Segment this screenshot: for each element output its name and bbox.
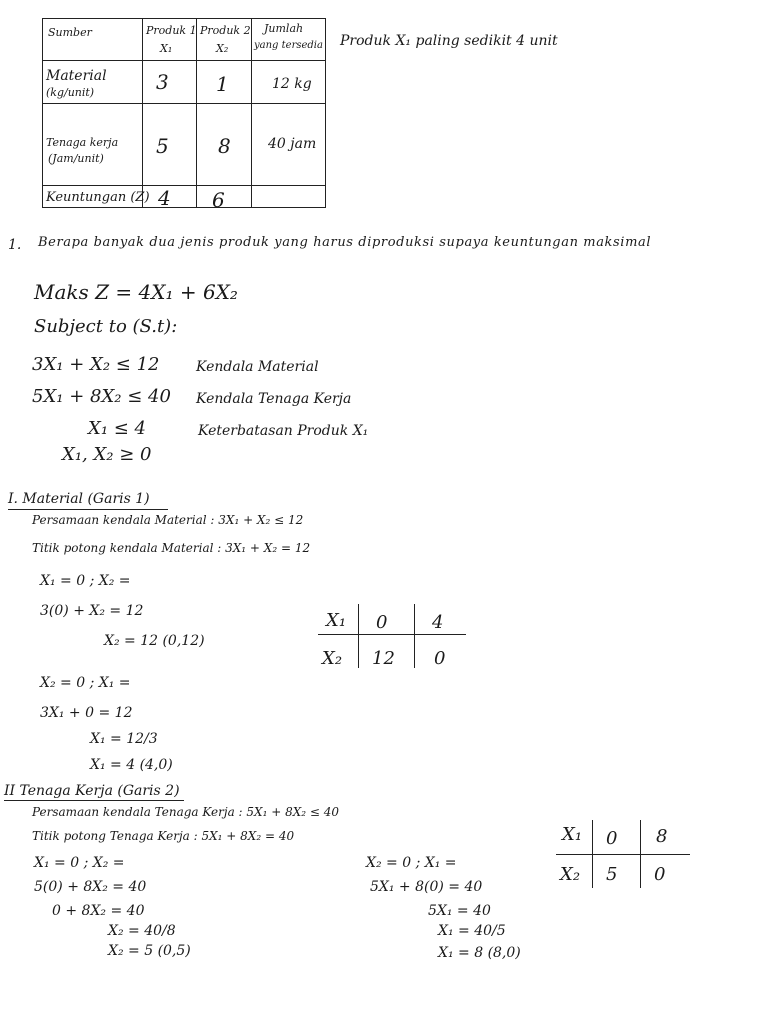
section1-line-6: X₂ = 0 ; X₁ = — [40, 675, 131, 691]
row-material-label: Material — [46, 68, 107, 84]
subject-to: Subject to (S.t): — [34, 316, 178, 337]
row-tenaga-label: Tenaga kerja — [46, 136, 119, 149]
row-material-x2: 1 — [216, 72, 229, 96]
header-produk1: Produk 1 — [146, 24, 197, 37]
header-sumber: Sumber — [48, 26, 92, 39]
section1-table-x2-b: 0 — [434, 648, 446, 669]
section2-line-2: Titik potong Tenaga Kerja : 5X₁ + 8X₂ = 40 — [32, 829, 295, 843]
row-tenaga-unit: (Jam/unit) — [48, 152, 104, 165]
section1-line-2: Titik potong kendala Material : 3X₁ + X₂ = 12 — [32, 541, 311, 555]
constraint-3: X₁ ≤ 4 — [88, 418, 147, 439]
section2-table-x1-a: 0 — [606, 828, 618, 849]
header-x2: X₂ — [216, 42, 229, 55]
section1-line-8: X₁ = 12/3 — [90, 731, 158, 747]
section2-left-2: 5(0) + 8X₂ = 40 — [34, 879, 147, 895]
section2-table-x2-a: 5 — [606, 864, 618, 885]
section2-right-1: X₂ = 0 ; X₁ = — [366, 855, 457, 871]
section2-left-3: 0 + 8X₂ = 40 — [52, 903, 145, 919]
header-produk2: Produk 2 — [200, 24, 251, 37]
section2-table-x2-label: X₂ — [560, 864, 581, 885]
section1-table-x2-a: 12 — [372, 648, 395, 669]
section2-right-3: 5X₁ = 40 — [428, 903, 491, 919]
section1-line-4: 3(0) + X₂ = 12 — [40, 603, 144, 619]
constraint-2-note: Kendala Tenaga Kerja — [196, 391, 352, 407]
section2-table-x2-b: 0 — [654, 864, 666, 885]
row-material-unit: (kg/unit) — [46, 86, 95, 99]
objective-function: Maks Z = 4X₁ + 6X₂ — [34, 280, 238, 304]
section1-line-5: X₂ = 12 (0,12) — [104, 633, 205, 649]
row-material-x1: 3 — [156, 70, 169, 94]
section1-table-x1-label: X₁ — [326, 610, 347, 631]
header-x1: X₁ — [160, 42, 173, 55]
row-tenaga-total: 40 jam — [268, 136, 317, 152]
constraint-3-note: Keterbatasan Produk X₁ — [198, 423, 369, 439]
row-tenaga-x1: 5 — [156, 134, 169, 158]
section1-line-1: Persamaan kendala Material : 3X₁ + X₂ ≤ 12 — [32, 513, 304, 527]
section1-table-x1-a: 0 — [376, 612, 388, 633]
question-text: Berapa banyak dua jenis produk yang harus diproduksi supaya keuntungan maksimal — [38, 235, 652, 250]
section1-title: I. Material (Garis 1) — [8, 491, 150, 507]
header-tersedia: yang tersedia — [254, 40, 323, 51]
section2-left-4: X₂ = 40/8 — [108, 923, 176, 939]
section2-left-5: X₂ = 5 (0,5) — [108, 943, 191, 959]
constraint-1-note: Kendala Material — [196, 359, 319, 375]
row-keuntungan-label: Keuntungan (Z) — [46, 190, 150, 205]
question-number: 1. — [8, 237, 22, 253]
section2-line-1: Persamaan kendala Tenaga Kerja : 5X₁ + 8X₂ ≤ 40 — [32, 805, 340, 819]
section2-right-4: X₁ = 40/5 — [438, 923, 506, 939]
section2-table-x1-label: X₁ — [562, 824, 583, 845]
section2-table-x1-b: 8 — [656, 826, 668, 847]
section1-table-x2-label: X₂ — [322, 648, 343, 669]
section1-table-x1-b: 4 — [432, 612, 444, 633]
section1-line-3: X₁ = 0 ; X₂ = — [40, 573, 131, 589]
section1-line-7: 3X₁ + 0 = 12 — [40, 705, 133, 721]
constraint-1: 3X₁ + X₂ ≤ 12 — [32, 354, 160, 375]
row-keuntungan-x1: 4 — [158, 186, 171, 210]
section2-right-2: 5X₁ + 8(0) = 40 — [370, 879, 483, 895]
side-note: Produk X₁ paling sedikit 4 unit — [340, 33, 558, 49]
header-jumlah: Jumlah — [264, 22, 304, 35]
constraint-4: X₁, X₂ ≥ 0 — [62, 444, 152, 465]
section2-title: II Tenaga Kerja (Garis 2) — [4, 783, 180, 799]
row-material-total: 12 kg — [272, 76, 312, 92]
section2-left-1: X₁ = 0 ; X₂ = — [34, 855, 125, 871]
constraint-2: 5X₁ + 8X₂ ≤ 40 — [32, 386, 171, 407]
section1-line-9: X₁ = 4 (4,0) — [90, 757, 173, 773]
row-tenaga-x2: 8 — [218, 134, 231, 158]
row-keuntungan-x2: 6 — [212, 188, 225, 212]
section2-right-5: X₁ = 8 (8,0) — [438, 945, 521, 961]
